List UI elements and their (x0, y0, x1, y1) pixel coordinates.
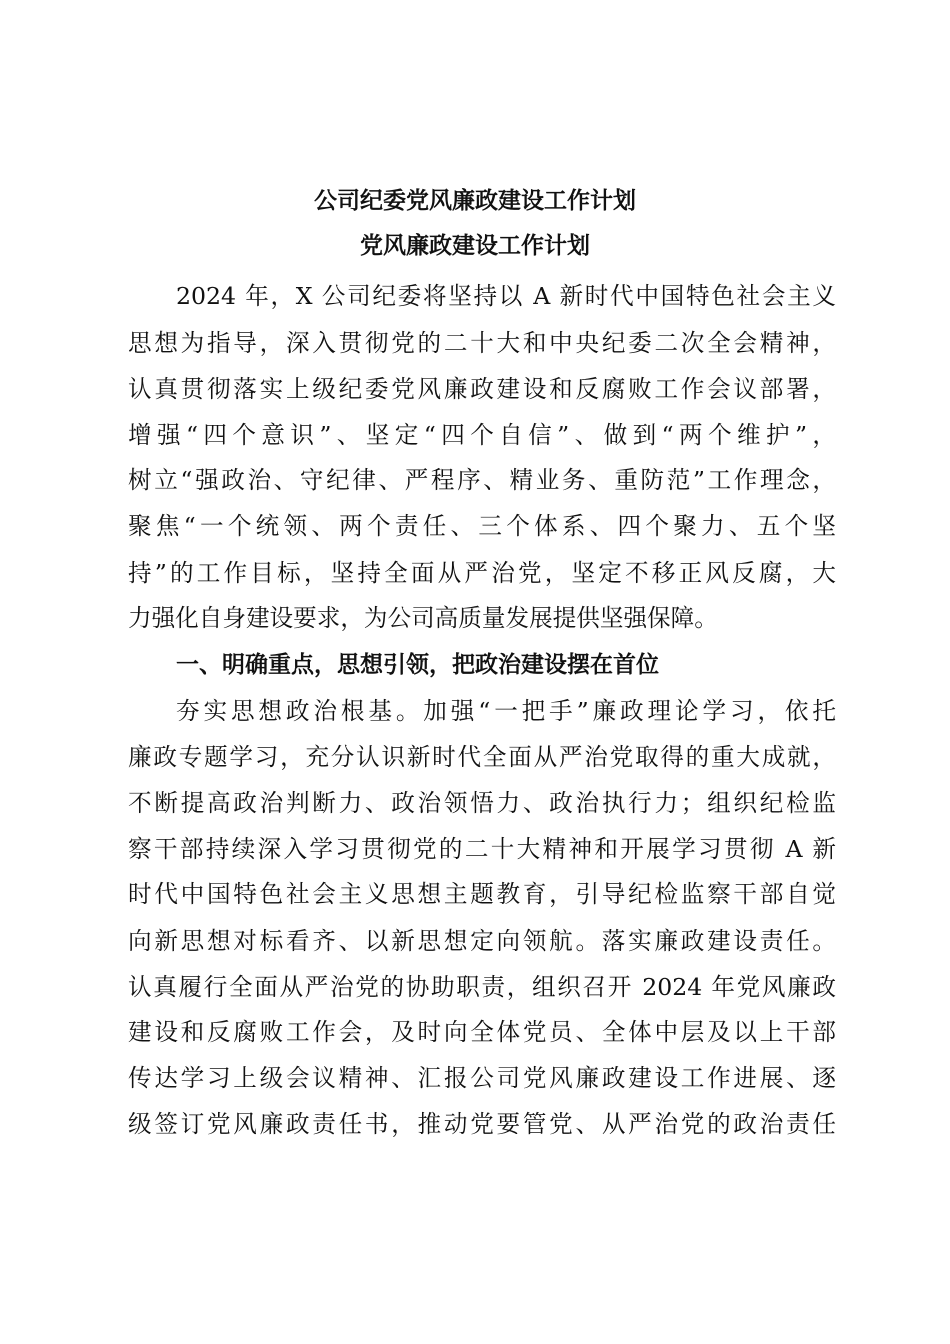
section-line: 不断提高政治判断力、政治领悟力、政治执行力；组织纪检监 (128, 789, 836, 817)
section-line: 向新思想对标看齐、以新思想定向领航。落实廉政建设责任。 (128, 927, 836, 955)
section-line: 传达学习上级会议精神、汇报公司党风廉政建设工作进展、逐 (128, 1064, 836, 1092)
document-subtitle: 党风廉政建设工作计划 (360, 232, 590, 259)
document-title: 公司纪委党风廉政建设工作计划 (314, 187, 636, 214)
intro-line: 树立“强政治、守纪律、严程序、精业务、重防范”工作理念， (128, 466, 836, 494)
intro-line: 2024 年，X 公司纪委将坚持以 A 新时代中国特色社会主义 (176, 282, 836, 310)
section-line: 廉政专题学习，充分认识新时代全面从严治党取得的重大成就， (128, 743, 836, 771)
section-line: 级签订党风廉政责任书，推动党要管党、从严治党的政治责任 (128, 1110, 836, 1138)
section-line: 察干部持续深入学习贯彻党的二十大精神和开展学习贯彻 A 新 (128, 835, 836, 863)
section-line: 夯实思想政治根基。加强“一把手”廉政理论学习，依托 (176, 697, 836, 725)
intro-line: 聚焦“一个统领、两个责任、三个体系、四个聚力、五个坚 (128, 512, 836, 540)
intro-line: 力强化自身建设要求，为公司高质量发展提供坚强保障。 (128, 604, 718, 632)
intro-line: 思想为指导，深入贯彻党的二十大和中央纪委二次全会精神， (128, 329, 836, 357)
section-line: 建设和反腐败工作会，及时向全体党员、全体中层及以上干部 (128, 1018, 836, 1046)
section-line: 认真履行全面从严治党的协助职责，组织召开 2024 年党风廉政 (128, 973, 836, 1001)
intro-line: 持”的工作目标，坚持全面从严治党，坚定不移正风反腐，大 (128, 559, 836, 587)
section-heading: 一、明确重点，思想引领，把政治建设摆在首位 (176, 652, 659, 678)
intro-line: 认真贯彻落实上级纪委党风廉政建设和反腐败工作会议部署， (128, 375, 836, 403)
intro-line: 增强“四个意识”、坚定“四个自信”、做到“两个维护”， (128, 421, 836, 449)
section-line: 时代中国特色社会主义思想主题教育，引导纪检监察干部自觉 (128, 880, 836, 908)
